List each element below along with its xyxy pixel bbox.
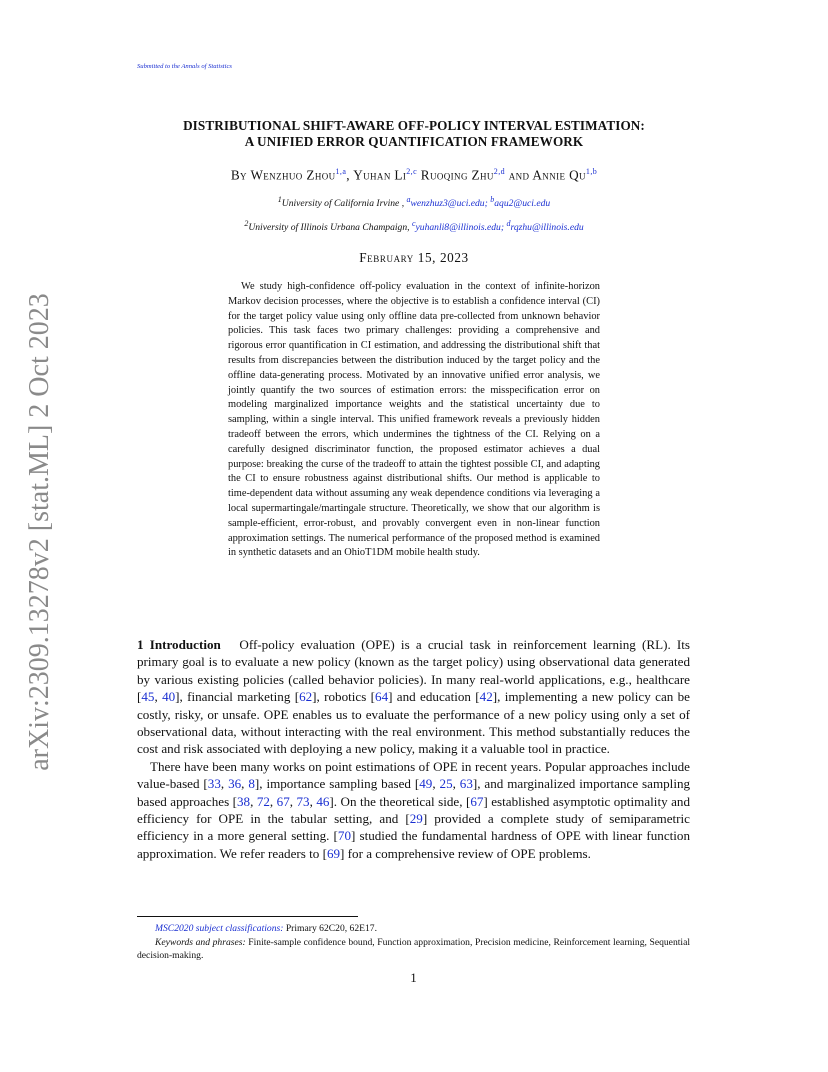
author-1-sup[interactable]: 1,a	[335, 167, 347, 176]
citation-link[interactable]: 36	[228, 776, 242, 792]
body-text: ,	[432, 776, 440, 792]
citation-link[interactable]: 70	[337, 828, 351, 844]
citation-link[interactable]: 49	[419, 776, 433, 792]
affiliation-2-num: 2	[244, 219, 249, 228]
citation-link[interactable]: 45	[141, 689, 155, 705]
title-line-2: A UNIFIED ERROR QUANTIFICATION FRAMEWORK	[244, 134, 584, 149]
citation-link[interactable]: 64	[375, 689, 389, 705]
citation-link[interactable]: 29	[409, 811, 423, 827]
author-2-sup[interactable]: 2,c	[406, 167, 418, 176]
msc-link[interactable]: MSC2020 subject classifications:	[155, 923, 284, 934]
citation-link[interactable]: 62	[299, 689, 313, 705]
author-4: Annie Qu	[532, 167, 586, 183]
citation-link[interactable]: 63	[459, 776, 473, 792]
citation-link[interactable]: 67	[276, 793, 290, 809]
email-c-link[interactable]: yuhanli8@illinois.edu;	[415, 222, 505, 234]
affiliation-2	[137, 219, 691, 233]
email-b-link[interactable]: aqu2@uci.edu	[494, 198, 551, 210]
affiliation-1-num: 1	[277, 195, 282, 204]
publication-date: February 15, 2023	[359, 250, 469, 265]
keywords-text: Finite-sample confidence bound, Function approximation, Precision medicine, Reinforcement learning, Sequential decision-making.	[137, 936, 690, 962]
body-text: ] for a comprehensive review of OPE problems.	[340, 845, 591, 861]
keywords-label: Keywords and phrases:	[155, 936, 246, 948]
body-text: ] and education [	[388, 689, 480, 705]
citation-link[interactable]: 69	[326, 845, 341, 861]
email-b-sup: b	[490, 195, 495, 204]
intro-paragraph-1	[137, 636, 690, 758]
email-c-sup: c	[411, 219, 416, 228]
body-text: ,	[269, 793, 277, 809]
section-heading: 1 Introduction	[137, 637, 221, 652]
abstract: We study high-confidence off-policy evaluation in the context of infinite-horizon Markov decision processes, where the objective is to establish a confidence interval (CI) for the target policy value using only offline data pre-collected from unknown behavior policies. This task faces two primary challenges: providing a comprehensive and rigorous error quantification in CI estimation, and addressing the distributional shift that results from discrepancies between the distribution induced by the target policy and the offline data-generating process. Motivated by an innovative unified error analysis, we jointly quantify the two sources of estimation errors: the misspecification error on modeling marginalized importance weights and the statistical uncertainty due to sampling, within a single interval. This unified framework reveals a previously hidden tradeoff between the errors, which undermines the tightness of the CI. Relying on a carefully designed discriminator function, the proposed estimator achieves a dual purpose: breaking the curse of the tradeoff to attain the tightest possible CI, and adapting the CI to ensure robustness against distributional shifts. Our method is applicable to time-dependent data without assuming any weak dependence conditions via leveraging a local supermartingale/martingale structure. Theoretically, we show that our algorithm is sample-efficient, error-robust, and provably convergent even in non-linear function approximation settings. The numerical performance of the proposed method is examined in synthetic datasets and an OhioT1DM mobile health study.	[228, 281, 600, 559]
email-d-link[interactable]: rqzhu@illinois.edu	[510, 222, 584, 234]
author-3: Ruoqing Zhu	[420, 167, 494, 183]
body-text: ], importance sampling based [	[254, 776, 420, 792]
body-text: ,	[241, 776, 249, 792]
submitted-header[interactable]: Submitted to the Annals of Statistics	[137, 63, 232, 70]
citation-link[interactable]: 67	[470, 793, 484, 809]
email-a-link[interactable]: wenzhuz3@uci.edu;	[410, 198, 488, 210]
affiliation-1	[137, 195, 691, 209]
citation-link[interactable]: 72	[256, 793, 270, 809]
body-text: ,	[289, 793, 297, 809]
body-text: ], implementing a new policy can be costly, risky, or unsafe. OPE enables us to evaluate the performance of a new policy using only a set of observational data, without interacting with the real environment. This method substantially reduces the cost and risk associated with deploying a new policy, making it a valuable tool in practice.	[137, 689, 690, 757]
body-text: ,	[309, 793, 317, 809]
body-text: ,	[452, 776, 460, 792]
email-a-sup: a	[406, 195, 411, 204]
body-text: ], financial marketing [	[175, 689, 300, 705]
body-text: ], robotics [	[312, 689, 376, 705]
citation-link[interactable]: 73	[296, 793, 310, 809]
and-label: and	[508, 167, 530, 183]
body-text: ] provided a complete study of semiparametric efficiency in a more general setting. [	[137, 811, 690, 844]
citation-link[interactable]: 8	[248, 776, 255, 792]
intro-paragraph-2	[137, 758, 690, 862]
citation-link[interactable]: 33	[207, 776, 221, 792]
by-label: By	[230, 167, 247, 183]
title-line-1: DISTRIBUTIONAL SHIFT-AWARE OFF-POLICY INTERVAL ESTIMATION:	[183, 118, 645, 133]
body-text: ], and marginalized importance sampling based approaches [	[137, 776, 691, 809]
email-d-sup: d	[506, 219, 511, 228]
arxiv-identifier: arXiv:2309.13278v2 [stat.ML] 2 Oct 2023	[24, 293, 55, 771]
citation-link[interactable]: 42	[479, 689, 493, 705]
body-text: ] studied the fundamental hardness of OPE with linear function approximation. We refer readers to [	[137, 828, 691, 861]
affiliation-2-text: University of Illinois Urbana Champaign,	[248, 222, 410, 234]
author-list: By Wenzhuo Zhou$^{1,a}$, Yuhan Li$^{2,c}$ Ruoqing Zhu$^{2,d}$ and Annie Qu$^{1,b}$	[230, 167, 598, 183]
body-text: Off-policy evaluation (OPE) is a crucial task in reinforcement learning (RL). Its primary goal is to evaluate a new policy (known as the target policy) using observational data generated by various existing policies (called behavior policies). In many real-world applications, e.g., healthcare [	[137, 637, 690, 705]
body-text: ]. On the theoretical side, [	[329, 793, 471, 809]
author-1: Wenzhuo Zhou	[250, 167, 336, 183]
affiliation-1-text: University of California Irvine ,	[281, 198, 405, 210]
citation-link[interactable]: 46	[316, 793, 330, 809]
author-2: Yuhan Li	[353, 167, 407, 183]
citation-link[interactable]: 40	[162, 689, 176, 705]
author-4-sup[interactable]: 1,b	[585, 167, 598, 176]
msc-footnote	[137, 922, 690, 936]
intro-paragraph-1-text	[137, 637, 690, 756]
introduction-section	[137, 636, 690, 862]
body-text: ,	[250, 793, 257, 809]
citation-link[interactable]: 25	[439, 776, 453, 792]
footnotes	[137, 922, 690, 963]
paper-title	[137, 118, 691, 150]
body-text: ,	[220, 776, 229, 792]
body-text: There have been many works on point estimations of OPE in recent years. Popular approaches include value-based [	[137, 758, 690, 792]
body-text: ,	[154, 689, 163, 705]
keywords-footnote	[137, 936, 690, 963]
page-number: 1	[410, 970, 417, 985]
msc-text: Primary 62C20, 62E17.	[283, 923, 377, 934]
body-text: ] established asymptotic optimality and efficiency for OPE in the tabular setting, and [	[137, 793, 690, 827]
citation-link[interactable]: 38	[237, 793, 251, 809]
author-3-sup[interactable]: 2,d	[493, 167, 505, 176]
footnote-rule	[137, 916, 358, 917]
